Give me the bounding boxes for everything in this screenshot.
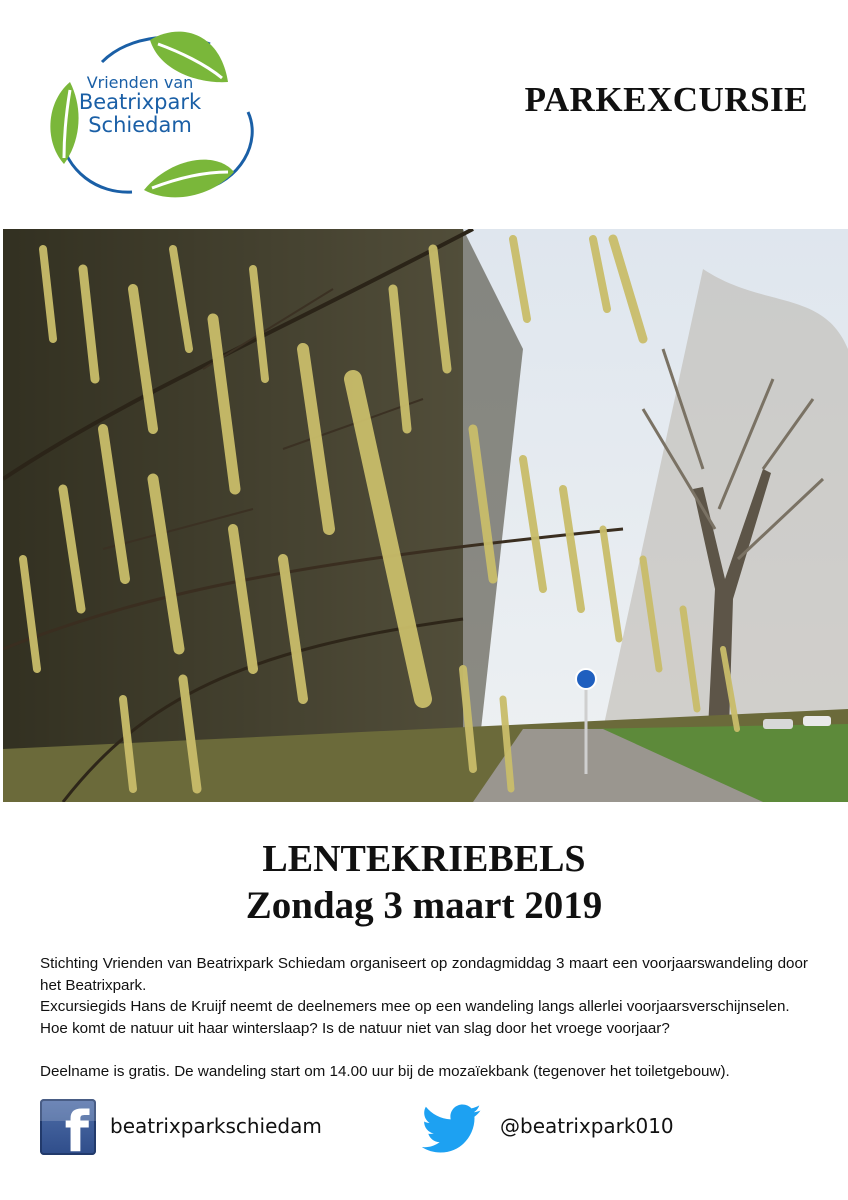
logo-text <box>40 74 240 137</box>
document-label: PARKEXCURSIE <box>524 80 808 119</box>
logo-line-2: Beatrixpark <box>78 90 202 115</box>
logo-line-3: Schiedam <box>88 112 192 137</box>
twitter-bird-icon <box>420 1104 482 1156</box>
event-description <box>40 953 808 1082</box>
paragraph-spacer <box>40 1039 808 1061</box>
facebook-icon <box>40 1099 96 1155</box>
logo-line-1: Vrienden van <box>86 73 194 92</box>
photo-illustration <box>3 229 848 802</box>
twitter-handle: @beatrixpark010 <box>500 1114 674 1138</box>
event-name: LENTEKRIEBELS <box>262 838 586 880</box>
paragraph-1: Stichting Vrienden van Beatrixpark Schiedam organiseert op zondagmiddag 3 maart een voorjaarswandeling door het Beatrixpark. <box>40 955 808 994</box>
event-date: Zondag 3 maart 2019 <box>245 884 603 928</box>
facebook-handle: beatrixparkschiedam <box>110 1114 322 1138</box>
vrienden-beatrixpark-logo <box>40 22 270 207</box>
paragraph-4: Deelname is gratis. De wandeling start om 14.00 uur bij de mozaïekbank (tegenover het toiletgebouw). <box>40 1062 730 1080</box>
facebook-f-glyph: f <box>64 1100 89 1155</box>
paragraph-3: Hoe komt de natuur uit haar winterslaap? Is de natuur niet van slag door het vroege voorjaar? <box>40 1019 670 1037</box>
event-title <box>0 836 848 930</box>
hazel-catkins-photo <box>3 229 848 802</box>
paragraph-2: Excursiegids Hans de Kruijf neemt de deelnemers mee op een wandeling langs allerlei voorjaarsverschijnselen. <box>40 998 790 1015</box>
